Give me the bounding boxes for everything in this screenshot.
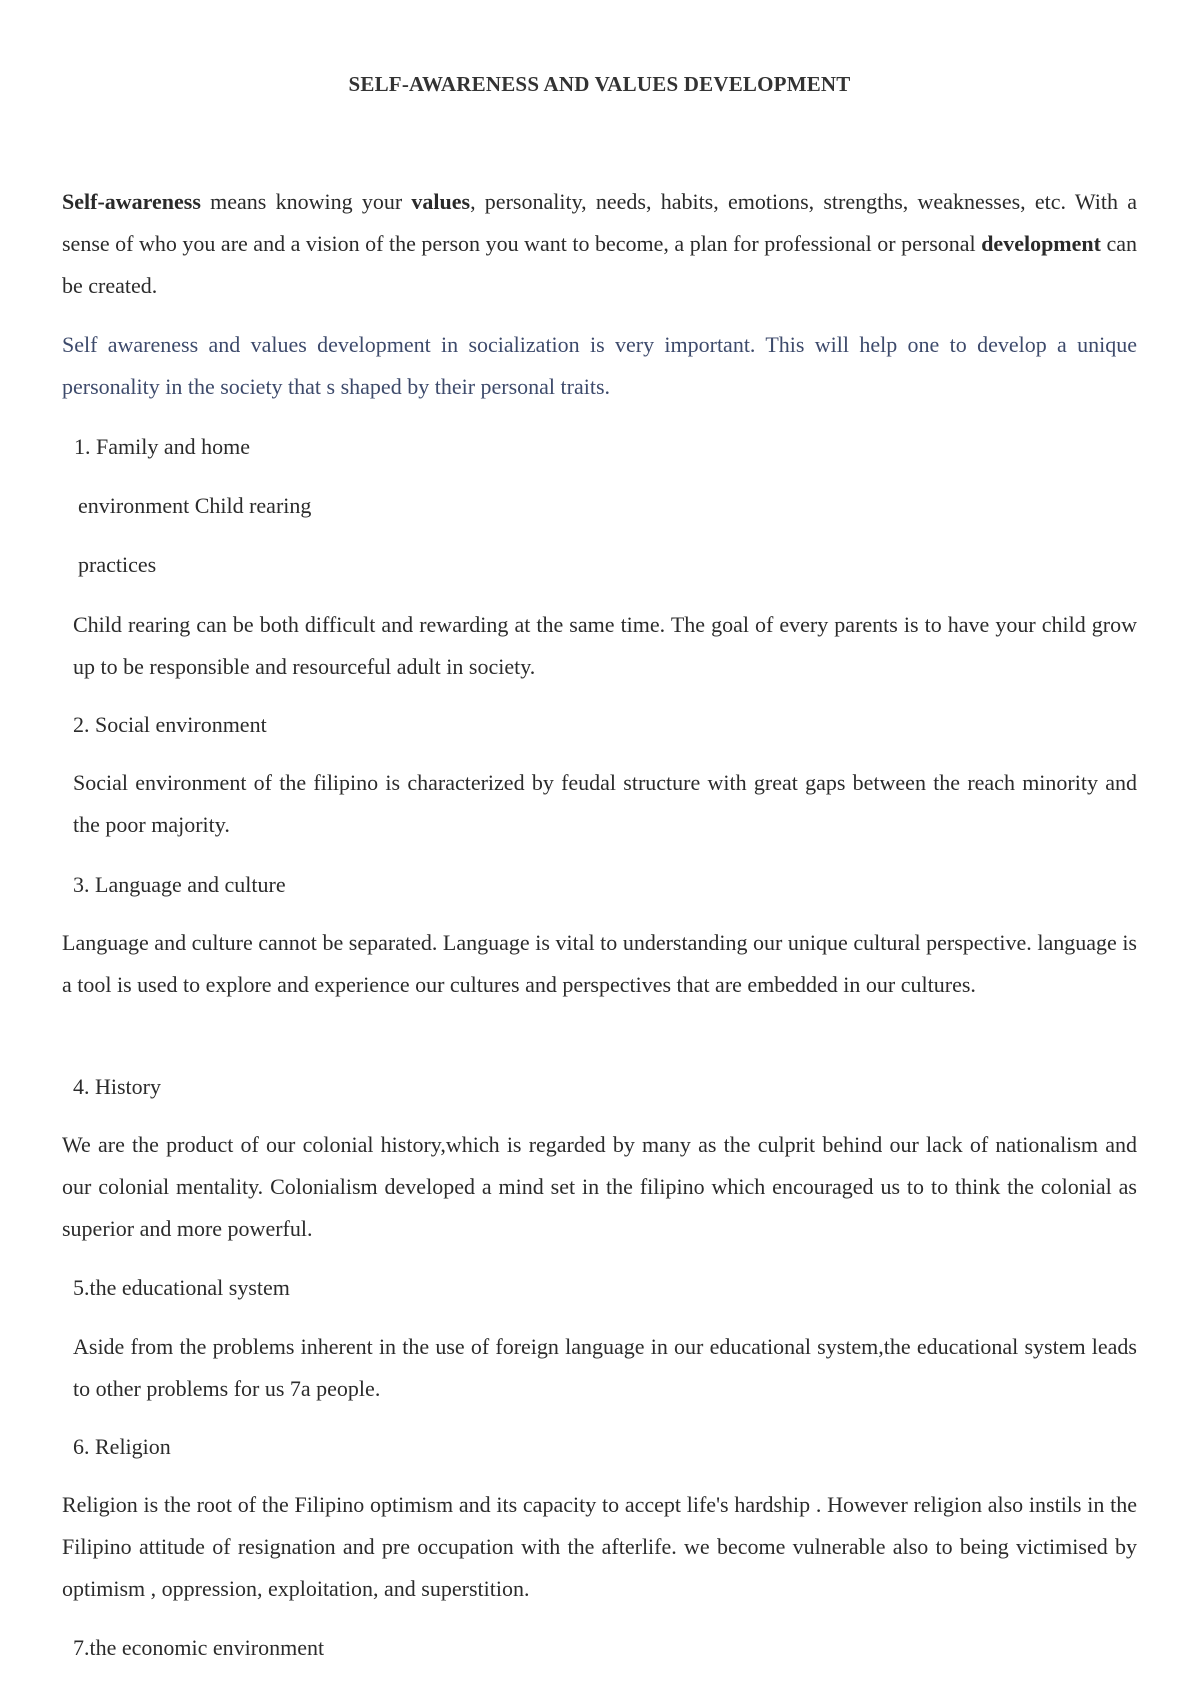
term-values: values (411, 189, 471, 214)
section-6-heading: 6. Religion (73, 1434, 171, 1459)
section-2-heading: 2. Social environment (73, 712, 267, 737)
section-3-heading: 3. Language and culture (73, 872, 286, 897)
document-title: SELF-AWARENESS AND VALUES DEVELOPMENT (348, 72, 851, 96)
intro-text-2: , personality, needs, habits, emotions, strengths, weaknesses, etc. With a sense of who you are and a vision of the person you want to become, a plan for professional or personal (62, 189, 1137, 256)
section-4-body: We are the product of our colonial history,which is regarded by many as the culprit behind our lack of nationalism and our colonial mentality. Colonialism developed a mind set in the filipino which encouraged us to to think the colonial as superior and more powerful. (62, 1132, 1137, 1241)
section-6-body: Religion is the root of the Filipino optimism and its capacity to accept life's hardship . However religion also instils in the Filipino attitude of resignation and pre occupation with the afterlife. we become vulnerable also to being victimised by optimism , oppression, exploitation, and superstition. (62, 1492, 1137, 1601)
section-5-body: Aside from the problems inherent in the use of foreign language in our educational system,the educational system leads to other problems for us 7a people. (73, 1334, 1137, 1401)
section-1-subline-1: environment Child rearing (78, 493, 312, 518)
section-1-subline-2: practices (78, 552, 157, 577)
section-7-heading: 7.the economic environment (73, 1635, 325, 1660)
section-5-heading: 5.the educational system (73, 1275, 290, 1300)
importance-paragraph: Self awareness and values development in socialization is very important. This will help one to develop a unique personality in the society that s shaped by their personal traits. (62, 332, 1137, 399)
term-development: development (981, 231, 1101, 256)
section-3-body: Language and culture cannot be separated. Language is vital to understanding our unique cultural perspective. language is a tool is used to explore and experience our cultures and perspectives that are embedded in our cultures. (62, 930, 1137, 997)
intro-text-1: means knowing your (200, 189, 412, 214)
term-self-awareness: Self-awareness (62, 189, 201, 214)
section-4-heading: 4. History (73, 1074, 161, 1099)
section-2-body: Social environment of the filipino is characterized by feudal structure with great gaps between the reach minority and the poor majority. (73, 770, 1137, 837)
intro-paragraph (62, 181, 1137, 307)
section-1-body: Child rearing can be both difficult and rewarding at the same time. The goal of every parents is to have your child grow up to be responsible and resourceful adult in society. (73, 612, 1137, 679)
section-1-heading: 1. Family and home (74, 434, 250, 459)
intro-text-3: can be created. (62, 231, 1137, 298)
